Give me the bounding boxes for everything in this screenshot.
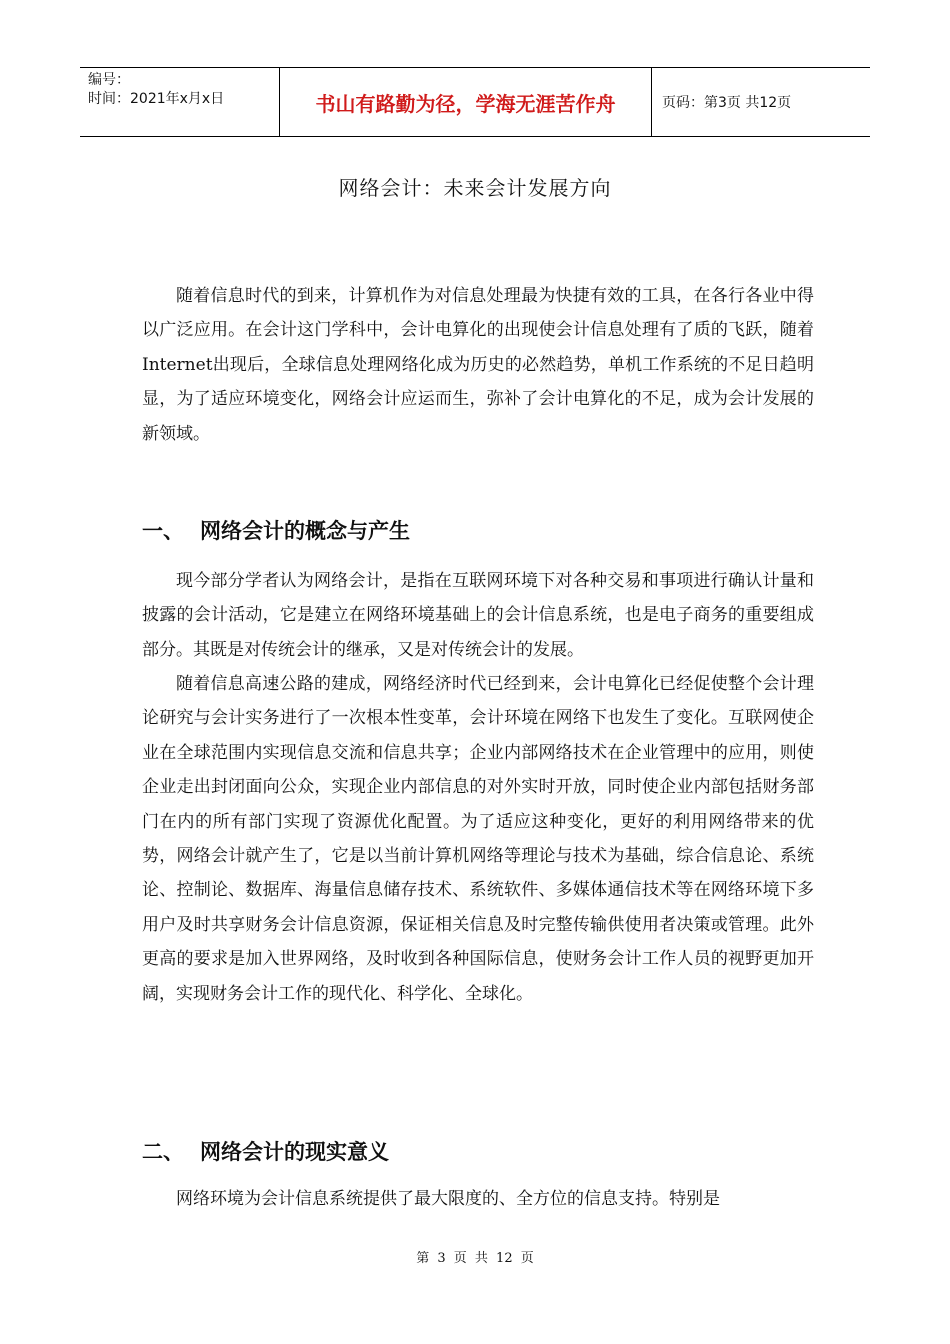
section-2-number: 二、 bbox=[142, 1140, 184, 1164]
header-page-info: 页码：第3页 共12页 bbox=[662, 95, 792, 111]
page-header bbox=[80, 67, 870, 137]
section-1-title: 网络会计的概念与产生 bbox=[200, 519, 410, 543]
section-2-paragraph-1: 网络环境为会计信息系统提供了最大限度的、全方位的信息支持。特别是 bbox=[176, 1189, 720, 1209]
section-1-paragraph-1: 现今部分学者认为网络会计，是指在互联网环境下对各种交易和事项进行确认计量和披露的会计活动，它是建立在网络环境基础上的会计信息系统，也是电子商务的重要组成部分。其既是对传统会计的继承，又是对传统会计的发展。 bbox=[142, 571, 814, 660]
document-title: 网络会计：未来会计发展方向 bbox=[338, 176, 612, 200]
header-meta bbox=[80, 68, 280, 136]
page-footer: 第 3 页 共 12 页 bbox=[416, 1251, 534, 1266]
header-motto: 书山有路勤为径，学海无涯苦作舟 bbox=[280, 68, 652, 136]
section-1-heading bbox=[142, 515, 410, 545]
section-1-number: 一、 bbox=[142, 519, 184, 543]
section-1-paragraph-2: 随着信息高速公路的建成，网络经济时代已经到来，会计电算化已经促使整个会计理论研究与会计实务进行了一次根本性变革，会计环境在网络下也发生了变化。互联网使企业在全球范围内实现信息交流和信息共享；企业内部网络技术在企业管理中的应用，则使企业走出封闭面向公众，实现企业内部信息的对外实时开放，同时使企业内部包括财务部门在内的所有部门实现了资源优化配置。为了适应这种变化，更好的利用网络带来的优势，网络会计就产生了，它是以当前计算机网络等理论与技术为基础，综合信息论、系统论、控制论、数据库、海量信息储存技术、系统软件、多媒体通信技术等在网络环境下多用户及时共享财务会计信息资源，保证相关信息及时完整传输供使用者决策或管理。此外更高的要求是加入世界网络，及时收到各种国际信息，使财务会计工作人员的视野更加开阔，实现财务会计工作的现代化、科学化、全球化。 bbox=[142, 674, 814, 1004]
number-label: 编号： bbox=[88, 72, 130, 88]
section-2-heading bbox=[142, 1136, 389, 1166]
section-2-title: 网络会计的现实意义 bbox=[200, 1140, 389, 1164]
date-label: 时间：2021年x月x日 bbox=[88, 91, 225, 107]
intro-paragraph: 随着信息时代的到来，计算机作为对信息处理最为快捷有效的工具，在各行各业中得以广泛应用。在会计这门学科中，会计电算化的出现使会计信息处理有了质的飞跃，随着Internet出现后，全球信息处理网络化成为历史的必然趋势，单机工作系统的不足日趋明显，为了适应环境变化，网络会计应运而生，弥补了会计电算化的不足，成为会计发展的新领域。 bbox=[142, 286, 814, 444]
